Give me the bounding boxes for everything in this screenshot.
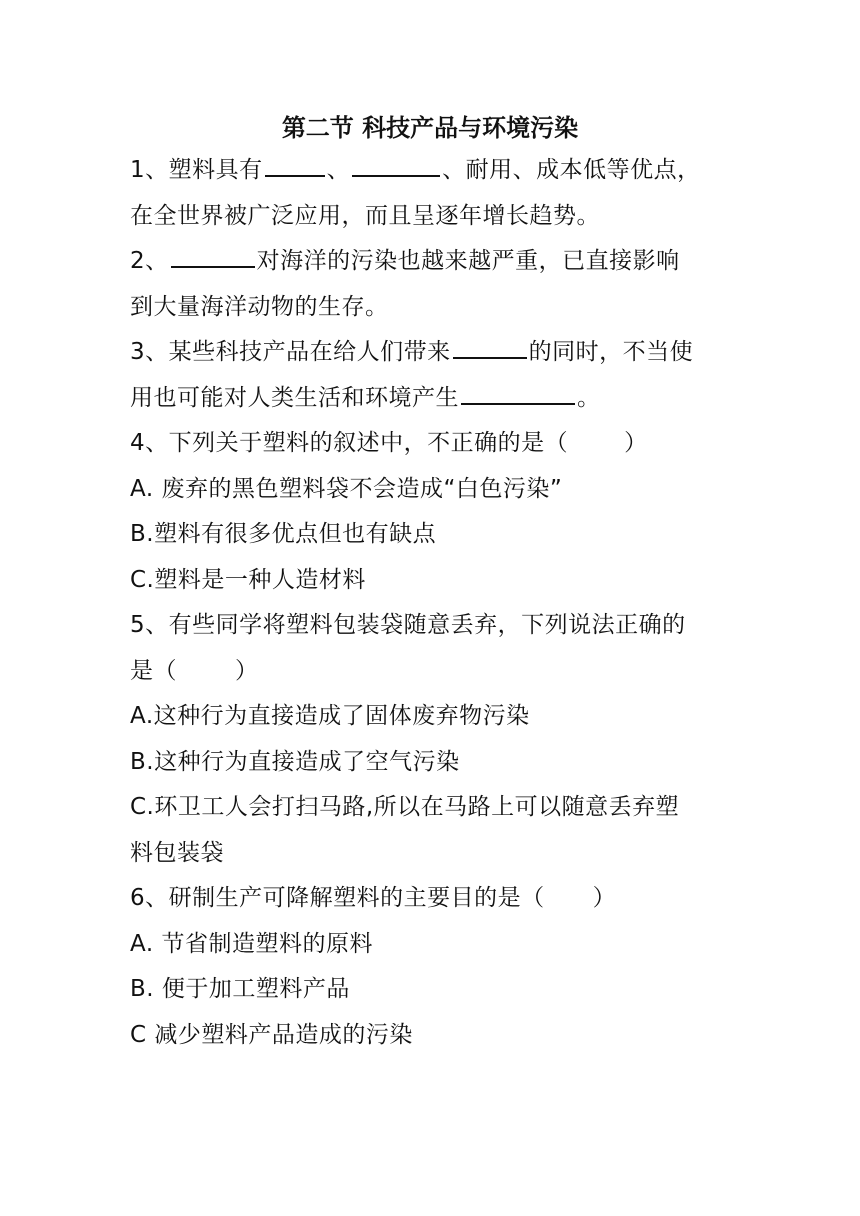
q1-text-b: 、 xyxy=(326,157,351,183)
question-4-stem xyxy=(130,421,730,467)
q4-option-c: C.塑料是一种人造材料 xyxy=(130,566,366,593)
q5-stem-a: 是（ xyxy=(130,657,177,684)
q3-text-a: 3、某些科技产品在给人们带来 xyxy=(130,339,451,365)
q5-option-a: A.这种行为直接造成了固体废弃物污染 xyxy=(130,703,530,729)
q2-text-b: 对海洋的污染也越来越严重，已直接影响 xyxy=(256,248,680,274)
q5-option-c-line-1: C.环卫工人会打扫马路,所以在马路上可以随意丢弃塑 xyxy=(130,794,680,820)
q6-stem-a: 6、研制生产可降解塑料的主要目的是（ xyxy=(130,885,545,911)
worksheet-page xyxy=(130,108,730,1058)
q4-stem-a: 4、下列关于塑料的叙述中，不正确的是（ xyxy=(130,430,569,456)
q6-option-c: C 减少塑料产品造成的污染 xyxy=(130,1021,413,1048)
question-5-stem-line-1: 5、有些同学将塑料包装袋随意丢弃，下列说法正确的 xyxy=(130,612,686,638)
question-2-line-1 xyxy=(130,239,730,285)
q5-stem-b: ） xyxy=(235,657,259,684)
q6-stem-b: ） xyxy=(592,885,617,911)
q6-option-b: B. 便于加工塑料产品 xyxy=(130,976,350,1002)
q3-text-b: 的同时，不当使 xyxy=(528,339,694,365)
q4-option-a: A. 废弃的黑色塑料袋不会造成“白色污染” xyxy=(130,475,563,502)
question-1-line-1 xyxy=(130,148,730,194)
q3-blank-2[interactable] xyxy=(461,379,575,405)
q4-option-b: B.塑料有很多优点但也有缺点 xyxy=(130,521,437,547)
q1-text-a: 1、塑料具有 xyxy=(130,157,263,183)
q1-blank-2[interactable] xyxy=(352,151,440,177)
question-1-line-2: 在全世界被广泛应用，而且呈逐年增长趋势。 xyxy=(130,202,600,229)
question-3-line-2 xyxy=(130,376,730,422)
q1-text-c: 、耐用、成本低等优点， xyxy=(442,157,701,183)
q2-text-a: 2、 xyxy=(130,248,169,274)
question-3-line-1 xyxy=(130,330,730,376)
q3-blank-1[interactable] xyxy=(453,333,527,359)
q4-stem-b: ） xyxy=(624,430,648,456)
question-5-stem-line-2 xyxy=(130,649,730,695)
q1-blank-1[interactable] xyxy=(265,151,325,177)
q5-option-c-line-2: 料包装袋 xyxy=(130,839,224,866)
q2-blank[interactable] xyxy=(171,242,255,268)
q6-option-a: A. 节省制造塑料的原料 xyxy=(130,930,373,957)
page-title: 第二节 科技产品与环境污染 xyxy=(281,114,579,142)
q3-text-d: 。 xyxy=(577,384,601,411)
question-6-stem xyxy=(130,876,730,922)
q5-option-b: B.这种行为直接造成了空气污染 xyxy=(130,748,460,775)
question-2-line-2: 到大量海洋动物的生存。 xyxy=(130,293,389,320)
q3-text-c: 用也可能对人类生活和环境产生 xyxy=(130,384,459,411)
